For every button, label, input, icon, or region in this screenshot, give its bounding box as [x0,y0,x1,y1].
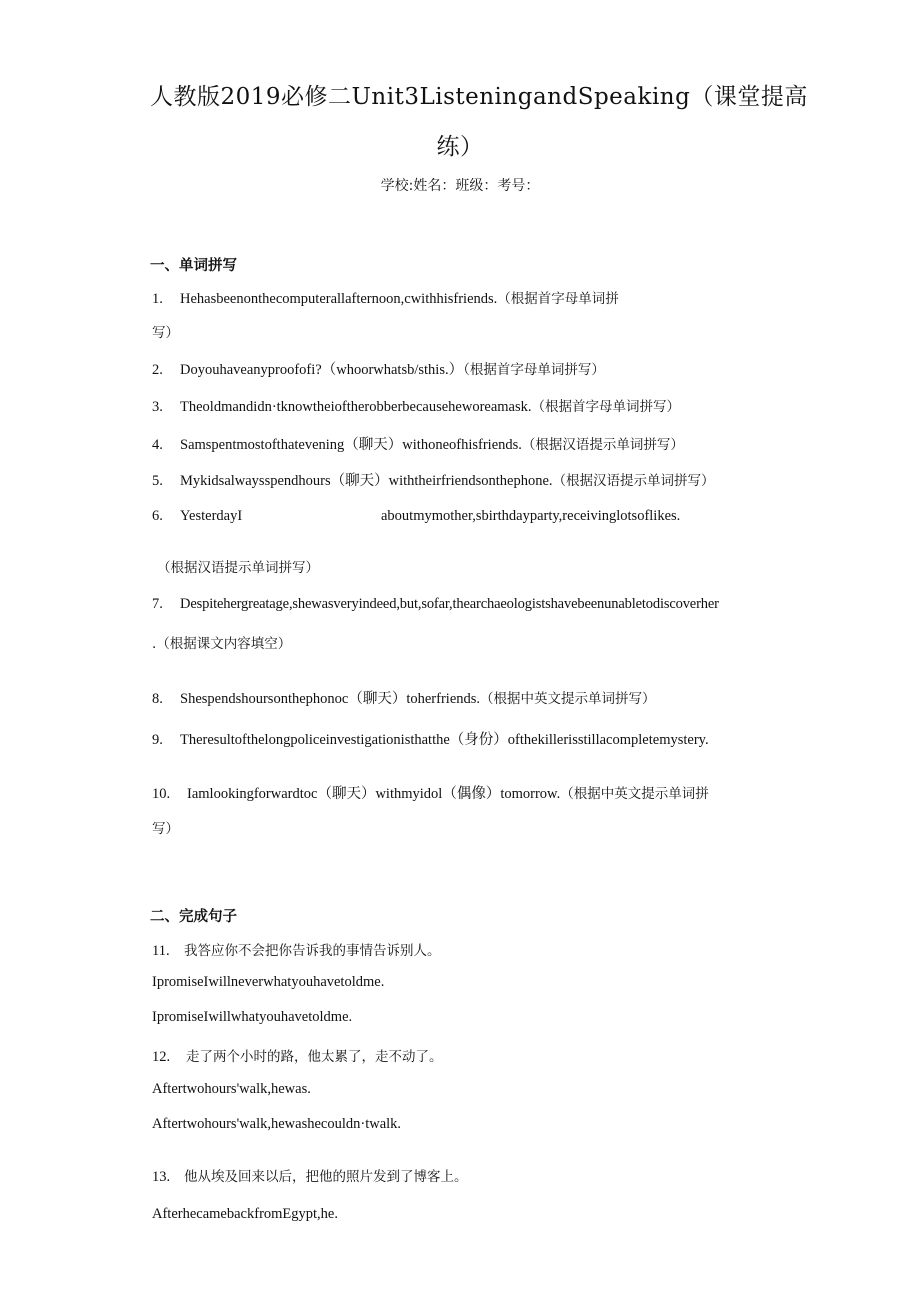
question-2 [152,358,605,379]
question-number: 7. [152,596,163,612]
section-heading-sentences: 二、完成句子 [150,909,237,925]
question-number: 12. [152,1049,171,1065]
question-8 [152,687,656,708]
question-hint: （根据中英文提示单词拼 [560,786,709,802]
answer-line: AfterhecamebackfromEgypt,he. [152,1206,338,1222]
question-number: 5. [152,473,163,489]
student-info-line: 学校:姓名：班级：考号： [380,178,540,194]
question-1-continued: 写） [152,325,179,341]
question-number: 11. [152,943,170,959]
question-number: 6. [152,508,163,524]
question-text: Iamlookingforwardtoc（聊天）withmyidol（偶像）tomorrow. [187,786,561,802]
question-text: Despitehergreatage,shewasveryindeed,but,sofar,thearchaeologistshavebeenunabletodiscoverher [180,596,719,612]
question-text: Hehasbeenonthecomputerallafternoon,cwithhisfriends. [180,291,498,307]
question-number: 13. [152,1169,171,1185]
question-text: Doyouhaveanyproofofi?（whoorwhatsb/sthis.） [180,362,464,378]
question-number: 3. [152,399,163,415]
question-hint: （根据汉语提示单词拼写） [552,473,715,489]
section-heading-spelling: 一、单词拼写 [150,258,237,274]
question-text-start: YesterdayI [180,508,243,524]
question-text: Theoldmandidn·tknowtheioftherobberbecauseheworeamask. [180,399,532,415]
question-hint: （根据首字母单词拼写） [463,362,605,378]
question-chinese: 走了两个小时的路，他太累了，走不动了。 [186,1049,443,1065]
question-7 [152,596,719,613]
answer-line: Aftertwohours'walk,hewas. [152,1081,311,1097]
question-9 [152,728,709,749]
question-number: 9. [152,732,163,748]
question-hint: （根据首字母单词拼写） [531,399,680,415]
question-3 [152,395,680,416]
question-6-hint: （根据汉语提示单词拼写） [157,560,319,576]
question-number: 10. [152,786,171,802]
question-hint: （根据中英文提示单词拼写） [480,691,656,707]
question-5 [152,469,715,490]
question-11 [152,939,441,960]
question-number: 4. [152,437,163,453]
question-10-continued: 写） [152,821,179,837]
question-7-hint: .（根据课文内容填空） [152,636,292,652]
question-6 [152,508,242,525]
page-title-line2: 练） [436,134,484,160]
question-1 [152,287,619,308]
question-text: Shespendshoursonthephonoc（聊天）toherfriends. [180,691,481,707]
question-12 [152,1045,443,1066]
question-text: Samspentmostofthatevening（聊天）withoneofhisfriends. [180,437,522,453]
answer-line: Aftertwohours'walk,hewashecouldn·twalk. [152,1116,402,1132]
question-number: 2. [152,362,163,378]
answer-line: IpromiseIwillneverwhatyouhavetoldme. [152,974,385,990]
question-number: 8. [152,691,163,707]
question-6-end: aboutmymother,sbirthdayparty,receivinglotsoflikes. [381,508,681,524]
question-chinese: 我答应你不会把你告诉我的事情告诉别人。 [184,943,441,959]
question-13 [152,1165,468,1186]
question-number: 1. [152,291,163,307]
question-text: Theresultofthelongpoliceinvestigationisthatthe（身份）ofthekillerisstillacompletemystery. [180,732,709,748]
question-4 [152,433,684,454]
question-chinese: 他从埃及回来以后，把他的照片发到了博客上。 [184,1169,468,1185]
question-hint: （根据汉语提示单词拼写） [521,437,684,453]
answer-line: IpromiseIwillwhatyouhavetoldme. [152,1009,353,1025]
question-hint: （根据首字母单词拼 [497,291,619,307]
question-text: Mykidsalwaysspendhours（聊天）withtheirfriendsonthephone. [180,473,553,489]
page-title-line1: 人教版2019必修二Unit3ListeningandSpeaking（课堂提高 [150,84,808,110]
question-10 [152,782,709,803]
